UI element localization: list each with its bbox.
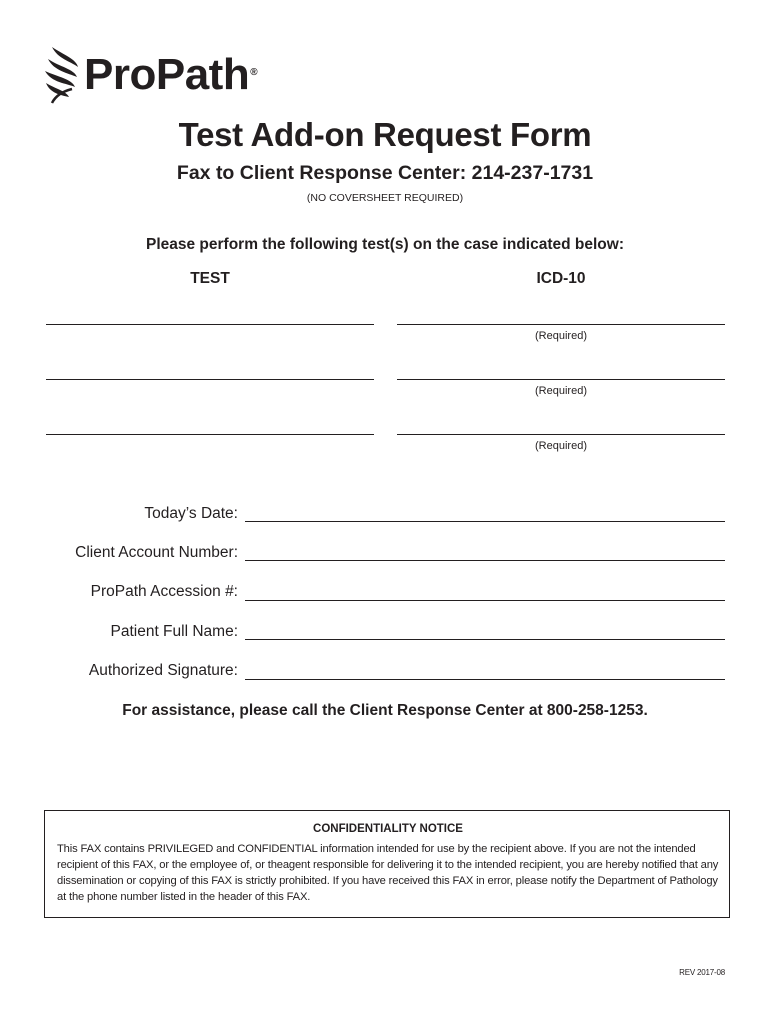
authorized-signature-field[interactable] <box>245 679 725 680</box>
accession-number-label: ProPath Accession #: <box>90 583 238 600</box>
test-input-3[interactable] <box>46 434 374 435</box>
logo-wordmark: ProPath® <box>84 50 258 99</box>
client-account-number-field[interactable] <box>245 560 725 561</box>
assistance-text: For assistance, please call the Client Response Center at 800-258-1253. <box>122 702 648 719</box>
test-input-2[interactable] <box>46 379 374 380</box>
test-input-1[interactable] <box>46 324 374 325</box>
icd-input-1[interactable] <box>397 324 725 325</box>
accession-number-field[interactable] <box>245 600 725 601</box>
no-coversheet-note: (NO COVERSHEET REQUIRED) <box>306 192 464 204</box>
icd-required-note-1: (Required) <box>535 330 587 342</box>
icd-input-3[interactable] <box>397 434 725 435</box>
patient-full-name-label: Patient Full Name: <box>110 623 238 640</box>
propath-logo <box>42 44 257 106</box>
confidentiality-notice-title: CONFIDENTIALITY NOTICE <box>313 823 463 835</box>
confidentiality-notice-box <box>44 810 730 918</box>
todays-date-label: Today’s Date: <box>144 505 238 522</box>
authorized-signature-label: Authorized Signature: <box>88 662 238 679</box>
registered-mark: ® <box>250 67 258 78</box>
propath-feather-icon <box>42 45 80 105</box>
todays-date-field[interactable] <box>245 521 725 522</box>
revision-label: REV 2017-08 <box>679 968 725 977</box>
confidentiality-notice-body: This FAX contains PRIVILEGED and CONFIDENTIAL information intended for use by the recipient above. If you are not the intended recipient of this FAX, or the employee of, or theagent responsible for delivering it to the intended recipient, you are hereby notified that any dissemination or copying of this FAX is strictly prohibited. If you have received this FAX in error, please notify the Department of Pathology at the phone number listed in the header of this FAX. <box>57 843 719 903</box>
icd-input-2[interactable] <box>397 379 725 380</box>
column-header-test: TEST <box>190 270 230 287</box>
patient-full-name-field[interactable] <box>245 639 725 640</box>
instruction-text: Please perform the following test(s) on the case indicated below: <box>145 236 624 253</box>
form-title: Test Add-on Request Form <box>178 116 592 153</box>
fax-number-line: Fax to Client Response Center: 214-237-1731 <box>176 162 594 184</box>
column-header-icd: ICD-10 <box>536 270 586 287</box>
icd-required-note-3: (Required) <box>535 440 587 452</box>
client-account-number-label: Client Account Number: <box>75 544 238 561</box>
icd-required-note-2: (Required) <box>535 385 587 397</box>
